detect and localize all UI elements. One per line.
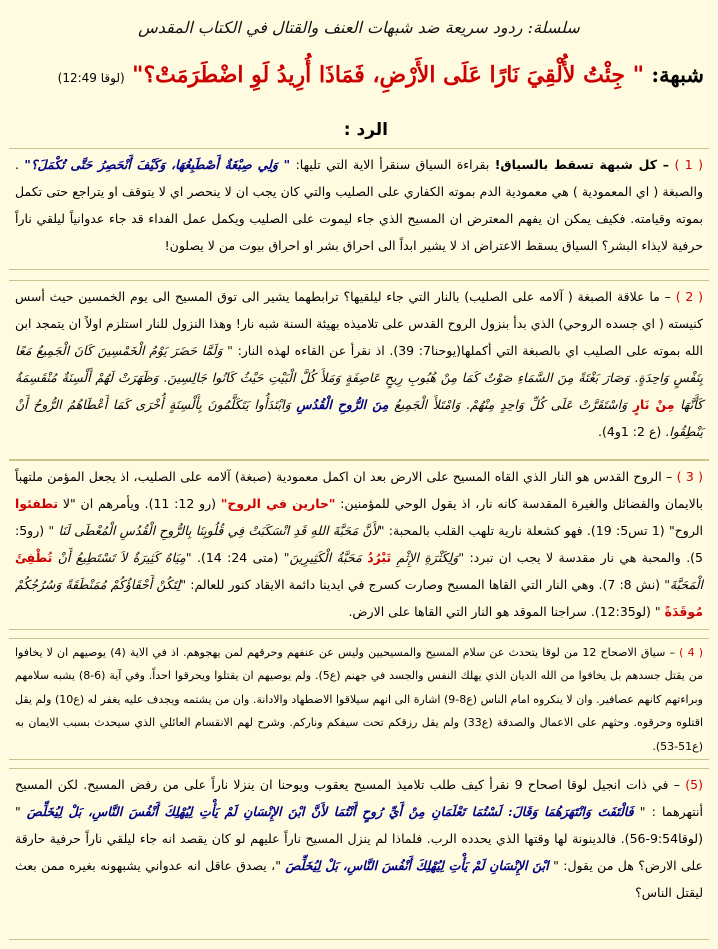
section-1	[9, 148, 709, 270]
section-number: ( 4 )	[679, 646, 703, 659]
verse-quote: الْمَحَبَّةَ"	[664, 577, 703, 592]
section-text: الروح" (1 تس5: 19). فهو كشعلة نارية تلهب القلب بالمحبة:	[388, 523, 703, 538]
section-2	[9, 280, 709, 460]
section-text: "، يصدق عاقل انه عدواني يشبهونه بغيره ممن بعث ليقتل الناس؟	[15, 858, 703, 900]
verse-quote: ابْنَ الإِنْسَانِ لَمْ يَأْتِ لِيُهْلِكَ أَنْفُسَ النَّاسِ، بَلْ لِيُخَلِّصَ	[285, 858, 549, 873]
shubha-verse: " جِئْتُ لأُلْقِيَ نَارًا عَلَى الأَرْضِ، فَمَاذَا أُرِيدُ لَوِ اضْطَرَمَتْ؟"	[131, 62, 645, 88]
verse-quote: " وَلَمَّا حَضَرَ يَوْمُ الْخَمْسِينَ كَانَ الْجَمِيعُ مَعًا بِنَفْسٍ وَاحِدَةٍ. وَصَارَ بَغْتَةً مِنَ السَّمَاءِ صَوْتٌ كَمَا مِنْ هُبُوبِ رِيحٍ عَاصِفَةٍ وَمَلأَ كُلَّ الْبَيْتِ حَيْثُ كَانُوا جَالِسِينَ. وَظَهَرَتْ لَهُمْ أَلْسِنَةٌ مُنْقَسِمَةٌ كَأَنَّهَا	[15, 343, 703, 412]
highlight-fervent: "حارين في الروح"	[220, 496, 336, 511]
shubha-reference: (لوقا 12:49)	[57, 71, 125, 85]
section-text: بقراءة السياق سنقرأ الاية التي تليها:	[295, 157, 490, 172]
section-text: – الروح القدس هو النار الذي القاه المسيح على الارض بعد ان اكمل معمودية (صبغة) آلامه على الصليب، اذ يجعل المؤمن ملتهباً بالايمان والفضائل والغيرة المقدسة كانه نار، اذ يقول الوحي للمؤمنين:	[15, 469, 703, 511]
highlight-holy-spirit: مِنَ الرُّوحِ الْقُدُسِ	[296, 397, 389, 412]
section-3	[9, 460, 709, 630]
section-text: – سياق الاصحاح 12 من لوقا يتحدث عن سلام المسيح والمسيحيين وليس عن عنفهم وحرقهم لمن يهجوهم. اذ في الاية (4) يوصيهم ان لا يخافوا من يقتل جسدهم بل يخافوا من الله الديان الذي يهلك النفس والجسد في جهنم (ع5). ولم يوصيهم ان يقتلوا ويحرقوا احداً. وفي آية (6-8) يشبه سلامهم وبراءتهم كانهم عصافير. وان لا ينكروه امام الناس (ع8-9) اشارة الى انهم سيلاقوا الاضطهاد والادانة. وان من يشتمه ويجدف عليه يغفر له (ع10) ولم يقل اقتلوه وحرقوه. وحثهم على الاعمال والصدقة (ع33) ولم يقل رزقكم تحت سيفكم وناركم. وشرح لهم الانقسام العائلي الذي سيحدث بسبب الايمان به (ع51-53).	[15, 646, 704, 753]
section-text: (نش 8: 7). وهي النار التي القاها المسيح وصارت كسرج في ايدينا دائمة الايقاد كنور للعالم:	[190, 577, 661, 592]
response-heading: الرد :	[343, 120, 388, 140]
verse-quote: وَابْتَدَأُوا يَتَكَلَّمُونَ بِأَلْسِنَةٍ أُخْرَى كَمَا أَعْطَاهُمُ الرُّوحُ أَنْ يَنْطِقُوا.	[15, 397, 703, 439]
verse-quote: " وَلِي صِبْغَةٌ أَصْطَبِغُهَا، وَكَيْفَ أَنْحَصِرُ حَتَّى تُكْمَلَ؟"	[24, 157, 291, 172]
section-text: – ما علاقة الصبغة ( آلامه على الصليب) بالنار التي جاء ليلقيها؟ ترابطهما يشير الى توق المسيح الى يوم الخمسين حيث أسس كنيسته ( اي جسده الروحي) الذي بدأ بنزول الروح القدس على تلاميذه بهيئة السنة شبه نار! وهذا النزول للنار استلزم اولاً ان يتمجد ابن الله بموته على الصليب اي بالصبغة التي أكملها(يوحنا7: 39). اذ نقرأ عن القاءه لهذه النار:	[15, 289, 703, 358]
series-title: سلسلة: ردود سريعة ضد شبهات العنف والقتال في الكتاب المقدس	[138, 18, 580, 37]
section-lead: – كل شبهة تسقط بالسياق!	[494, 157, 670, 172]
highlight-cold: تَبْرُدُ	[367, 550, 392, 565]
highlight-quench: تطفئوا	[15, 496, 59, 511]
section-5	[9, 768, 709, 940]
verse-quote: "لأَنَّ مَحَبَّةَ اللهِ قَدِ انْسَكَبَتْ فِي قُلُوبِنَا بِالرُّوحِ الْقُدُسِ الْمُعْطَى لَنَا "	[48, 523, 385, 538]
section-text: (متى 24: 14).	[197, 550, 279, 565]
section-number: (5)	[685, 777, 703, 792]
verse-quote: وَاسْتَقَرَّتْ عَلَى كُلِّ وَاحِدٍ مِنْهُمْ. وَامْتَلأَ الْجَمِيعُ	[394, 397, 628, 412]
verse-quote: "	[654, 604, 661, 619]
section-text: (رو5: 5). والمحبة هي نار مقدسة لا يجب ان تبرد:	[15, 523, 703, 565]
section-text: " (لوقا9:54-56). فالدينونة لها وقتها الذي يحدده الرب. فلماذا لم ينزل المسيح ناراً عليهم لو كان يقصد انه جاء ليلقي ناراً حرفية حارقة على الارض؟ هل من يقول: "	[15, 804, 703, 873]
verse-reference: (ع 2: 1و4).	[598, 424, 662, 439]
section-number: ( 3 )	[676, 469, 703, 484]
verse-quote: "وَلِكَثْرَةِ الإِثْمِ	[396, 550, 465, 565]
verse-quote: "مِيَاهٌ كَثِيرَةٌ لاَ تَسْتَطِيعُ أَنْ	[57, 550, 192, 565]
verse-quote: مَحَبَّةُ الْكَثِيرِينَ"	[283, 550, 362, 565]
section-number: ( 2 )	[675, 289, 703, 304]
verse-quote: "لِتَكُنْ أَحْقَاؤُكُمْ مُمَنْطَقَةً وَسُرُجُكُمْ	[15, 577, 187, 592]
shubha-label: شبهة:	[651, 62, 704, 87]
section-text: – في ذات انجيل لوقا اصحاح 9 نقرأ كيف طلب تلاميذ المسيح يعقوب ويوحنا ان ينزلا ناراً على من رفض المسيح. لكن المسيح أنتهرهما : "	[15, 777, 703, 819]
section-number: ( 1 )	[674, 157, 704, 172]
highlight-fire: مِنْ نَارٍ	[632, 397, 675, 412]
highlight-lit: مُوقَدَةً	[664, 604, 703, 619]
section-4	[9, 638, 709, 760]
section-text: . والصبغة ( اي المعمودية ) هي معمودية الدم بموته الكفاري على الصليب والتي كان يجب ان لا ينحصر اي لا يتوقف او يتراجع حتى تكمل بموته وقيامته. فكيف يمكن ان يفهم المعترض ان المسيح الذي جاء ليموت على الصليب ويكمل عمل الفداء قد جاء عدوانياً ليلقي ناراً حرفية لايذاء البشر؟ السياق يسقط الاعتراض اذ لا يشير ابداً الى احراق بشر او احراق بيوت من لا يصلون!	[15, 157, 703, 253]
verse-quote: فَالْتَفَتَ وَانْتَهَرَهُمَا وَقَالَ: لَسْتُمَا تَعْلَمَانِ مِنْ أَيِّ رُوحٍ أَنْتُمَا لأَنَّ ابْنَ الإِنْسَانِ لَمْ يَأْتِ لِيُهْلِكَ أَنْفُسَ النَّاسِ، بَلْ لِيُخَلِّصَ	[26, 804, 634, 819]
highlight-quench-love: تُطْفِئَ	[15, 550, 53, 565]
section-text: (رو 12: 11). ويأمرهم ان "لا	[62, 496, 217, 511]
section-text: (لو12:35). سراجنا الموقد هو النار التي القاها على الارض.	[348, 604, 651, 619]
shubha-heading	[14, 62, 704, 88]
